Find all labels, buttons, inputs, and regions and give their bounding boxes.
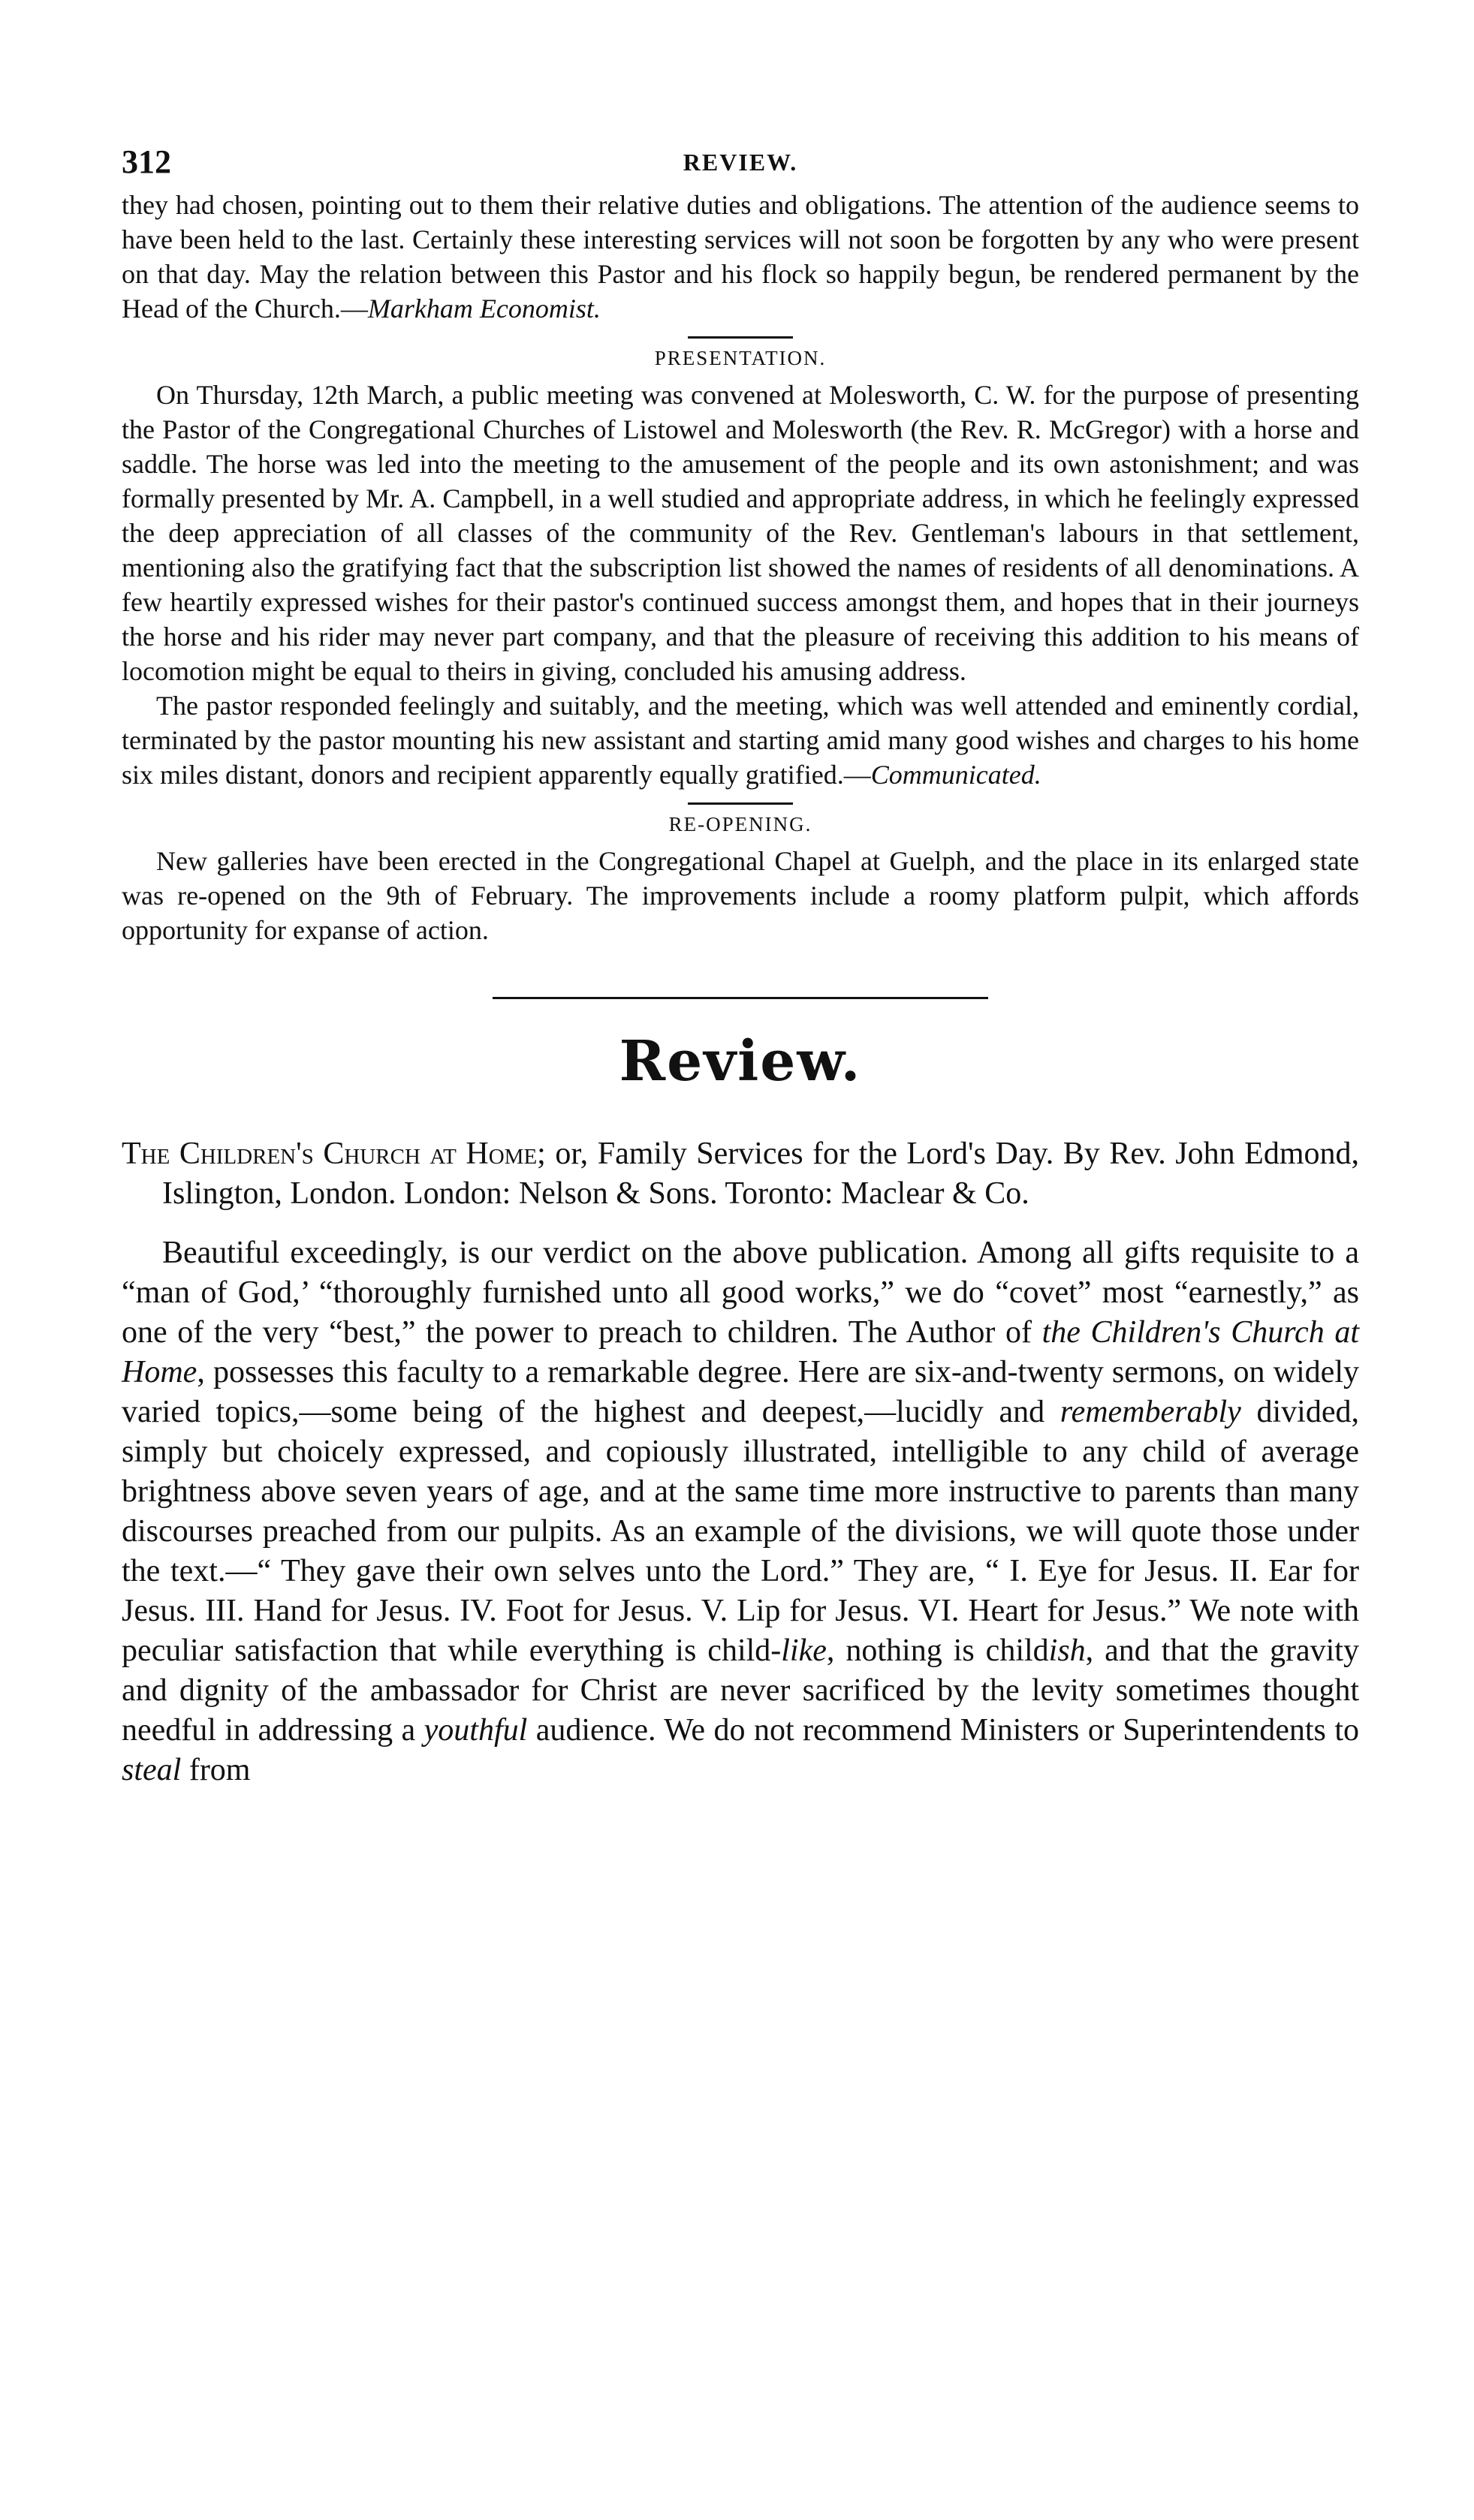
review-body-text: audience. We do not recommend Ministers or Superintendents to bbox=[527, 1713, 1359, 1748]
running-title: REVIEW. bbox=[683, 149, 798, 176]
review-section bbox=[122, 1134, 1359, 1790]
running-head bbox=[122, 143, 1359, 188]
book-entry bbox=[122, 1134, 1359, 1214]
news-section bbox=[122, 188, 1359, 947]
presentation-paragraph bbox=[122, 688, 1359, 792]
review-body-italic: youthful bbox=[424, 1713, 528, 1748]
section-divider bbox=[688, 802, 793, 805]
review-body-italic: rememberably bbox=[1060, 1395, 1241, 1429]
intro-paragraph-text: they had chosen, pointing out to them their relative duties and obligations. The attention of the audience seems to have been held to the last. Certainly these interesting services will not soon be forgotten by any who were present on that day. May the relation between this Pastor and his flock so happily begun, be rendered permanent by the Head of the Church.— bbox=[122, 190, 1359, 324]
review-divider bbox=[493, 997, 988, 999]
review-body-italic: ish bbox=[1048, 1633, 1086, 1668]
intro-paragraph-source: Markham Economist. bbox=[367, 294, 601, 324]
review-body-text: , possesses this faculty to a remarkable degree. Here are six-and-twenty sermons, on widely varied topics,—some being of the highest and deepest,—lucidly and bbox=[122, 1355, 1359, 1429]
review-body bbox=[122, 1233, 1359, 1790]
review-body-text: divided, simply but choicely expressed, and copiously illustrated, intelligible to any child of average brightness above seven years of age, and at the same time more instructive to parents than many discourses preached from our pulpits. As an example of the divisions, we will quote those under the text.—“ They gave their own selves unto the Lord.” They are, “ I. Eye for Jesus. II. Ear for Jesus. III. Hand for Jesus. IV. Foot for Jesus. V. Lip for Jesus. VI. Heart for Jesus.” We note with peculiar satisfaction that while everything is child- bbox=[122, 1395, 1359, 1668]
review-body-text: , nothing is child bbox=[826, 1633, 1049, 1668]
review-body-text: Beautiful exceedingly, is our verdict on the above publication. Among all gifts requisite to a “man of God,’ “thoroughly furnished unto all good works,” we do “covet” most “earnestly,” as one of the very “best,” the power to preach to children. The Author of bbox=[122, 1236, 1359, 1350]
review-heading: Review. bbox=[619, 1029, 862, 1094]
presentation-source: Communicated. bbox=[870, 760, 1041, 790]
review-body-text: from bbox=[181, 1753, 251, 1787]
review-body-text: , and that the gravity and dignity of the ambassador for Christ are never sacrificed by the levity sometimes thought needful in addressing a bbox=[122, 1633, 1359, 1748]
reopening-paragraph: New galleries have been erected in the Congregational Chapel at Guelph, and the place in its enlarged state was re-opened on the 9th of February. The improvements include a roomy platform pulpit, which affords opportunity for expanse of action. bbox=[122, 846, 1359, 945]
presentation-heading: PRESENTATION. bbox=[654, 347, 827, 369]
review-body-italic: like bbox=[781, 1633, 827, 1668]
review-body-italic: steal bbox=[122, 1753, 182, 1787]
section-divider bbox=[688, 336, 793, 339]
review-body-italic: the Children's Church at Home bbox=[122, 1315, 1359, 1389]
page-number: 312 bbox=[122, 143, 171, 180]
page bbox=[122, 143, 1359, 1790]
reopening-heading: RE-OPENING. bbox=[668, 813, 812, 835]
book-title: The Children's Church at Home bbox=[122, 1137, 538, 1171]
presentation-paragraph-text: The pastor responded feelingly and suitably, and the meeting, which was well attended and eminently cordial, terminated by the pastor mounting his new assistant and starting amid many good wishes and charges to his home six miles distant, donors and recipient apparently equally gratified.— bbox=[122, 691, 1359, 790]
presentation-paragraph: On Thursday, 12th March, a public meeting was convened at Molesworth, C. W. for the purpose of presenting the Pastor of the Congregational Churches of Listowel and Molesworth (the Rev. R. McGregor) with a horse and saddle. The horse was led into the meeting to the amusement of the people and its own astonishment; and was formally presented by Mr. A. Campbell, in a well studied and appropriate address, in which he feelingly expressed the deep appreciation of all classes of the community of the Rev. Gentleman's labours in that settlement, mentioning also the gratifying fact that the subscription list showed the names of residents of all denominations. A few heartily expressed wishes for their pastor's continued success amongst them, and hopes that in their journeys the horse and his rider may never part company, and that the pleasure of receiving this addition to his means of locomotion might be equal to theirs in giving, concluded his amusing address. bbox=[122, 380, 1359, 686]
book-details: ; or, Family Services for the Lord's Day. By Rev. John Edmond, Islington, London. London: Nelson & Sons. Toronto: Maclear & Co. bbox=[162, 1137, 1359, 1211]
intro-paragraph bbox=[122, 188, 1359, 326]
